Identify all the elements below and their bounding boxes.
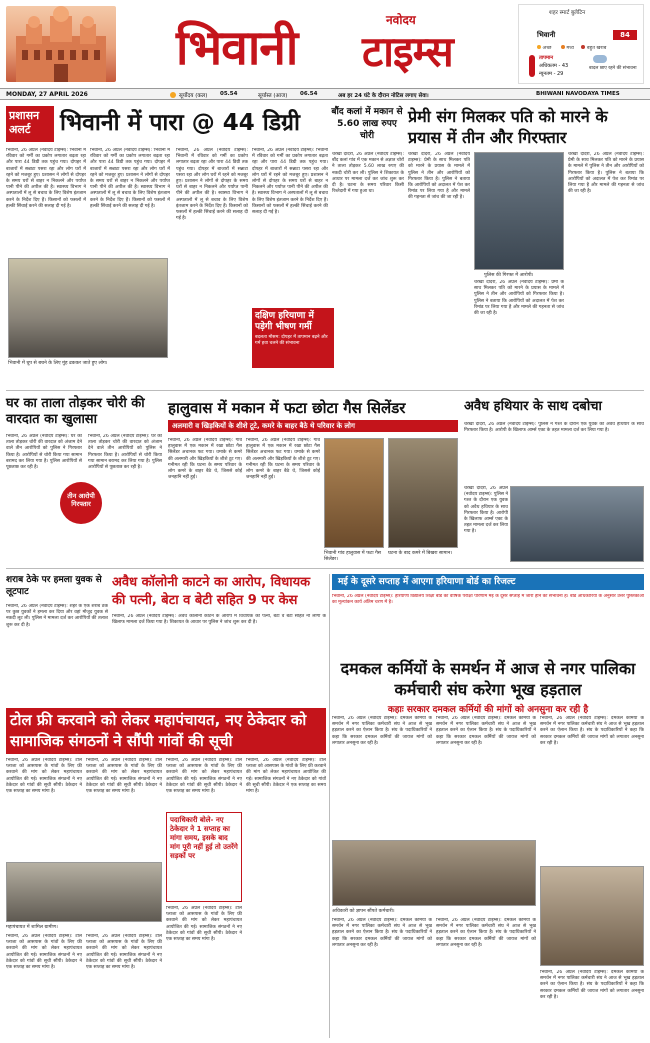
story1-subtext: बदलता मौसम: दोपहर में तापमान बढ़ने और गर्म हवा चलने की संभावना: [255, 335, 328, 346]
vertical-divider: [329, 574, 330, 1038]
masthead-title-right: टाइम्स: [362, 27, 453, 76]
aqi-good-dot: [537, 45, 541, 49]
masthead-title-main: भिवानी: [176, 20, 298, 76]
aqi-bad-dot: [581, 45, 585, 49]
city-temp-badge: 84: [613, 30, 637, 40]
story7-body: भिवानी, 26 अप्रैल (नवोदय टाइम्स): शहर के एक शराब ठेके पर कुछ युवकों ने हमला कर दिया और वहां मौजूद युवक से नकदी लूट ली। पुलिस ने मामला दर्ज कर आरोपियों की तलाश शुरू कर दी है।: [6, 604, 108, 628]
story10-headline: दमकल कर्मियों के समर्थन में आज से नगर पालिका कर्मचारी संघ करेगा भूख हड़ताल: [340, 659, 636, 699]
sunset-time: 06.54: [300, 91, 318, 97]
story11-body-col7: भिवानी, 26 अप्रैल (नवोदय टाइम्स): टोल प्लाजा को आसपास के गांवों के लिए फ्री करवाने की मांग को लेकर महापंचायत आयोजित की गई। सामाजिक संगठनों ने नए ठेकेदार को गांवों की सूची सौंपी। ठेकेदार ने एक सप्ताह का समय मांगा है।: [166, 906, 242, 943]
story3-body: चरखी दादरी, 26 अप्रैल (नवोदय टाइम्स): प्रेमी के साथ मिलकर पति को मारने के प्रयास के मामले में पुलिस ने तीन और आरोपियों को गिरफ्तार किया है। पुलिस ने बताया कि आरोपियों को अदालत में पेश कर रिमांड पर लिया गया है और मामले की गहनता से जांच की जा रही है।: [408, 152, 470, 201]
story9-body: भिवानी, 26 अप्रैल (नवोदय टाइम्स): हरियाणा विद्यालय शिक्षा बोर्ड का वार्षिक परीक्षा परिणाम मई के दूसरे सप्ताह में जारी होने की संभावना है। बोर्ड अधिकारियों के अनुसार उत्तर पुस्तिकाओं का मूल्यांकन कार्य अंतिम चरण में है।: [332, 594, 644, 606]
story11-body-col2: भिवानी, 26 अप्रैल (नवोदय टाइम्स): टोल प्लाजा को आसपास के गांवों के लिए फ्री करवाने की मांग को लेकर महापंचायत आयोजित की गई। सामाजिक संगठनों ने नए ठेकेदार को गांवों की सूची सौंपी। ठेकेदार ने एक सप्ताह का समय मांगा है।: [86, 758, 162, 795]
aqi-legend: [537, 45, 606, 51]
story10-photo-caption: अधिकारी को ज्ञापन सौंपते कर्मचारी।: [332, 909, 395, 914]
divider-1: [6, 390, 644, 391]
story1-body-col2: भिवानी, 26 अप्रैल (नवोदय टाइम्स): भिवानी में रविवार को गर्मी का प्रकोप लगातार बढ़ता रहा और पारा 44 डिग्री तक पहुंच गया। दोपहर में बाजारों में सन्नाटा पसरा रहा और लोग घरों में रहने को मजबूर हुए। प्रशासन ने लोगों से दोपहर के समय घरों से बाहर न निकलने और पर्याप्त पानी पीने की अपील की है। स्वास्थ्य विभाग ने अस्पतालों में लू से बचाव के लिए विशेष इंतजाम करने के निर्देश दिए हैं। किसानों को फसलों में हल्की सिंचाई करने की सलाह दी गई है।: [90, 148, 170, 209]
story1-body-col3: भिवानी, 26 अप्रैल (नवोदय टाइम्स): भिवानी में रविवार को गर्मी का प्रकोप लगातार बढ़ता रहा और पारा 44 डिग्री तक पहुंच गया। दोपहर में बाजारों में सन्नाटा पसरा रहा और लोग घरों में रहने को मजबूर हुए। प्रशासन ने लोगों से दोपहर के समय घरों से बाहर न निकलने और पर्याप्त पानी पीने की अपील की है। स्वास्थ्य विभाग ने अस्पतालों में लू से बचाव के लिए विशेष इंतजाम करने के निर्देश दिए हैं। किसानों को फसलों में हल्की सिंचाई करने की सलाह दी गई है।: [176, 148, 248, 222]
sunrise-icon: [170, 92, 176, 98]
story11-photo: [6, 862, 162, 922]
story5-body: भिवानी, 26 अप्रैल (नवोदय टाइम्स): गांव हालुवास में एक मकान में रखा छोटा गैस सिलेंडर अचानक फट गया। धमाके से कमरे की अलमारी और खिड़कियों के शीशे टूट गए। गनीमत रही कि घटना के समय परिवार के लोग कमरे के बाहर बैठे थे, जिससे कोई जनहानि नहीं हुई।: [168, 438, 242, 481]
story4-badge: तीन आरोपी गिरफ्तार: [60, 482, 102, 524]
masthead: [0, 0, 650, 88]
story6-body-col2: चरखी दादरी, 26 अप्रैल (नवोदय टाइम्स): पुलिस ने गश्त के दौरान एक युवक को अवैध हथियार के साथ गिरफ्तार किया है। आरोपी के खिलाफ आर्म्स एक्ट के तहत मामला दर्ज कर लिया गया है।: [464, 486, 508, 535]
divider-2: [6, 568, 644, 569]
aqi-bad-label: बहुत खराब: [586, 46, 607, 51]
story2-body: चरखी दादरी, 26 अप्रैल (नवोदय टाइम्स): बौंद कलां गांव में एक मकान से अज्ञात चोरों ने ताला तोड़कर 5.60 लाख रुपए की नकदी चोरी कर ली। पुलिस ने शिकायत के आधार पर मामला दर्ज कर जांच शुरू कर दी है। घटना के समय परिवार किसी रिश्तेदारी में गया हुआ था।: [332, 152, 404, 195]
story1-subhead: दक्षिण हरियाणा में पड़ेगी भीषण गर्मी: [255, 311, 314, 332]
story5-headline: हालुवास में मकान में फटा छोटा गैस सिलेंडर: [168, 399, 406, 417]
city-label: भिवानी: [537, 31, 556, 39]
paper-name: BHIWANI NAVODAYA TIMES: [536, 91, 620, 97]
issue-date: MONDAY, 27 APRIL 2026: [6, 91, 88, 98]
story11-body-col3: भिवानी, 26 अप्रैल (नवोदय टाइम्स): टोल प्लाजा को आसपास के गांवों के लिए फ्री करवाने की मांग को लेकर महापंचायत आयोजित की गई। सामाजिक संगठनों ने नए ठेकेदार को गांवों की सूची सौंपी। ठेकेदार ने एक सप्ताह का समय मांगा है।: [166, 758, 242, 795]
masthead-title-sub: नवोदय: [386, 13, 416, 27]
story1-subhead-box: [252, 308, 334, 368]
story5-photo-caption-2: घटना के बाद कमरे में बिखरा सामान।: [388, 551, 453, 556]
tagline: अब हर 24 घंटे के दौरान नोटिस लगाए सेवा।: [338, 93, 429, 99]
weather-label: तापमान: [539, 55, 554, 61]
weather-cloud-icon: [593, 55, 607, 63]
story5-photo-2: [388, 438, 458, 548]
story10-body-col4: भिवानी, 26 अप्रैल (नवोदय टाइम्स): दमकल कर्मियों के समर्थन में नगर पालिका कर्मचारी संघ ने आज से भूख हड़ताल करने का ऐलान किया है। संघ के पदाधिकारियों ने कहा कि सरकार दमकल कर्मियों की जायज मांगों को लगातार अनसुना कर रही है।: [332, 918, 432, 948]
story1-body-col4: भिवानी, 26 अप्रैल (नवोदय टाइम्स): भिवानी में रविवार को गर्मी का प्रकोप लगातार बढ़ता रहा और पारा 44 डिग्री तक पहुंच गया। दोपहर में बाजारों में सन्नाटा पसरा रहा और लोग घरों में रहने को मजबूर हुए। प्रशासन ने लोगों से दोपहर के समय घरों से बाहर न निकलने और पर्याप्त पानी पीने की अपील की है। स्वास्थ्य विभाग ने अस्पतालों में लू से बचाव के लिए विशेष इंतजाम करने के निर्देश दिए हैं। किसानों को फसलों में हल्की सिंचाई करने की सलाह दी गई है।: [252, 148, 328, 216]
story11-quote-box: [166, 812, 242, 902]
story8-headline: अवैध कॉलोनी काटने का आरोप, विधायक की पत्नी, बेटा व बेटी सहित 9 पर केस: [112, 575, 311, 608]
story1-photo-caption: भिवानी में धूप से बचने के लिए मुंह ढककर जाते हुए लोग।: [8, 361, 108, 366]
story5-photo-1: [324, 438, 384, 548]
sunset-label: सूर्यास्त (आज): [258, 93, 288, 99]
story10-body-col3: भिवानी, 26 अप्रैल (नवोदय टाइम्स): दमकल कर्मियों के समर्थन में नगर पालिका कर्मचारी संघ ने आज से भूख हड़ताल करने का ऐलान किया है। संघ के पदाधिकारियों ने कहा कि सरकार दमकल कर्मियों की जायज मांगों को लगातार अनसुना कर रही है।: [540, 716, 644, 746]
story4-headline: घर का ताला तोड़कर चोरी की वारदात का खुलासा: [6, 396, 145, 427]
story11-body-col4: भिवानी, 26 अप्रैल (नवोदय टाइम्स): टोल प्लाजा को आसपास के गांवों के लिए फ्री करवाने की मांग को लेकर महापंचायत आयोजित की गई। सामाजिक संगठनों ने नए ठेकेदार को गांवों की सूची सौंपी। ठेकेदार ने एक सप्ताह का समय मांगा है।: [246, 758, 326, 795]
thermometer-icon: [529, 55, 535, 77]
story5-photo-caption-1: भिवानी गांव हालुवास में फटा गैस सिलेंडर।: [324, 551, 382, 562]
story9-headline: मई के दूसरे सप्ताह में आएगा हरियाणा बोर्ड का रिजल्ट: [338, 577, 516, 587]
story3-photo-caption: पुलिस की गिरफ्त में आरोपी।: [484, 273, 534, 278]
story5-body-col2: भिवानी, 26 अप्रैल (नवोदय टाइम्स): गांव हालुवास में एक मकान में रखा छोटा गैस सिलेंडर अचानक फट गया। धमाके से कमरे की अलमारी और खिड़कियों के शीशे टूट गए। गनीमत रही कि घटना के समय परिवार के लोग कमरे के बाहर बैठे थे, जिससे कोई जनहानि नहीं हुई।: [246, 438, 320, 481]
story7-headline: शराब ठेके पर हमला युवक से लूटपाट: [6, 575, 102, 597]
story11-headline: टोल फ्री करवाने को लेकर महापंचायत, नए ठेकेदार को सामाजिक संगठनों ने सौंपी गांवों की सूची: [6, 708, 326, 754]
date-bar: [0, 88, 650, 100]
story11-body-col6: भिवानी, 26 अप्रैल (नवोदय टाइम्स): टोल प्लाजा को आसपास के गांवों के लिए फ्री करवाने की मांग को लेकर महापंचायत आयोजित की गई। सामाजिक संगठनों ने नए ठेकेदार को गांवों की सूची सौंपी। ठेकेदार ने एक सप्ताह का समय मांगा है।: [86, 934, 162, 971]
story10-subhead: कहाः सरकार दमकल कर्मियों की मांगों को अनसुना कर रही है: [387, 705, 589, 715]
story2-headline: बौंद कलां में मकान से 5.60 लाख रुपए चोरी: [331, 107, 403, 141]
story6-body: चरखी दादरी, 26 अप्रैल (नवोदय टाइम्स): पुलिस ने गश्त के दौरान एक युवक को अवैध हथियार के साथ गिरफ्तार किया है। आरोपी के खिलाफ आर्म्स एक्ट के तहत मामला दर्ज कर लिया गया है।: [464, 422, 644, 434]
story3-photo: [474, 152, 564, 270]
story11-body: भिवानी, 26 अप्रैल (नवोदय टाइम्स): टोल प्लाजा को आसपास के गांवों के लिए फ्री करवाने की मांग को लेकर महापंचायत आयोजित की गई। सामाजिक संगठनों ने नए ठेकेदार को गांवों की सूची सौंपी। ठेकेदार ने एक सप्ताह का समय मांगा है।: [6, 758, 82, 795]
story3-body-col3: चरखी दादरी, 26 अप्रैल (नवोदय टाइम्स): प्रेमी के साथ मिलकर पति को मारने के प्रयास के मामले में पुलिस ने तीन और आरोपियों को गिरफ्तार किया है। पुलिस ने बताया कि आरोपियों को अदालत में पेश कर रिमांड पर लिया गया है और मामले की गहनता से जांच की जा रही है।: [474, 280, 564, 317]
story3-body-col2: चरखी दादरी, 26 अप्रैल (नवोदय टाइम्स): प्रेमी के साथ मिलकर पति को मारने के प्रयास के मामले में पुलिस ने तीन और आरोपियों को गिरफ्तार किया है। पुलिस ने बताया कि आरोपियों को अदालत में पेश कर रिमांड पर लिया गया है और मामले की गहनता से जांच की जा रही है।: [568, 152, 644, 195]
story8-body: भिवानी, 26 अप्रैल (नवोदय टाइम्स): अवैध कॉलोनी काटने के आरोप में विधायक की पत्नी, बेटा व बेटी सहित नौ लोगों के खिलाफ मामला दर्ज किया गया है। शिकायत के आधार पर पुलिस ने जांच शुरू कर दी है।: [112, 614, 326, 626]
story11-photo-caption: महापंचायत में शामिल ग्रामीण।: [6, 925, 58, 930]
story1-body: भिवानी, 26 अप्रैल (नवोदय टाइम्स): भिवानी में रविवार को गर्मी का प्रकोप लगातार बढ़ता रहा और पारा 44 डिग्री तक पहुंच गया। दोपहर में बाजारों में सन्नाटा पसरा रहा और लोग घरों में रहने को मजबूर हुए। प्रशासन ने लोगों से दोपहर के समय घरों से बाहर न निकलने और पर्याप्त पानी पीने की अपील की है। स्वास्थ्य विभाग ने अस्पतालों में लू से बचाव के लिए विशेष इंतजाम करने के निर्देश दिए हैं। किसानों को फसलों में हल्की सिंचाई करने की सलाह दी गई है।: [6, 148, 86, 209]
sunrise-label: सूर्योदय (कल): [179, 93, 208, 99]
sunrise-time: 05.54: [220, 91, 238, 97]
weather-max: अधिकतम - 43: [539, 63, 569, 69]
story3-headline: प्रेमी संग मिलकर पति को मारने के प्रयास में तीन और गिरफ्तार: [408, 107, 608, 147]
weather-box-label: शहर स्मार्ट बुलेटिन: [549, 10, 586, 16]
story4-body-col2: भिवानी, 26 अप्रैल (नवोदय टाइम्स): घर का ताला तोड़कर चोरी की वारदात को अंजाम देने वाले तीन आरोपियों को पुलिस ने गिरफ्तार किया है। आरोपियों से चोरी किया गया सामान बरामद कर लिया गया है। पुलिस आरोपियों से पूछताछ कर रही है।: [88, 434, 162, 471]
story10-photo-2: [540, 866, 644, 966]
weather-box: [518, 4, 644, 84]
weather-note: बादल छाए रहने की संभावना: [589, 66, 637, 71]
aqi-good-label: अच्छ: [542, 46, 552, 51]
weather-min: न्यूनतम - 29: [539, 71, 564, 77]
story10-body-col5: भिवानी, 26 अप्रैल (नवोदय टाइम्स): दमकल कर्मियों के समर्थन में नगर पालिका कर्मचारी संघ ने आज से भूख हड़ताल करने का ऐलान किया है। संघ के पदाधिकारियों ने कहा कि सरकार दमकल कर्मियों की जायज मांगों को लगातार अनसुना कर रही है।: [436, 918, 536, 948]
story10-photo: [332, 840, 536, 906]
story1-photo: [8, 258, 168, 358]
story9-headline-bar: [332, 574, 644, 590]
story4-body: भिवानी, 26 अप्रैल (नवोदय टाइम्स): घर का ताला तोड़कर चोरी की वारदात को अंजाम देने वाले तीन आरोपियों को पुलिस ने गिरफ्तार किया है। आरोपियों से चोरी किया गया सामान बरामद कर लिया गया है। पुलिस आरोपियों से पूछताछ कर रही है।: [6, 434, 82, 471]
story1-headline: भिवानी में पारा @ 44 डिग्री: [60, 110, 300, 136]
aqi-moderate-label: मध्य: [566, 46, 574, 51]
story5-subhead: अलमारी व खिड़कियों के शीशे टूटे, कमरे के बाहर बैठे थे परिवार के लोग: [168, 420, 458, 432]
story6-headline: अवैध हथियार के साथ दबोचा: [464, 399, 602, 414]
aqi-moderate-dot: [561, 45, 565, 49]
story11-body-col5: भिवानी, 26 अप्रैल (नवोदय टाइम्स): टोल प्लाजा को आसपास के गांवों के लिए फ्री करवाने की मांग को लेकर महापंचायत आयोजित की गई। सामाजिक संगठनों ने नए ठेकेदार को गांवों की सूची सौंपी। ठेकेदार ने एक सप्ताह का समय मांगा है।: [6, 934, 82, 971]
story10-body-col6: भिवानी, 26 अप्रैल (नवोदय टाइम्स): दमकल कर्मियों के समर्थन में नगर पालिका कर्मचारी संघ ने आज से भूख हड़ताल करने का ऐलान किया है। संघ के पदाधिकारियों ने कहा कि सरकार दमकल कर्मियों की जायज मांगों को लगातार अनसुना कर रही है।: [540, 970, 644, 1000]
story11-quote: पदाधिकारी बोले- नए ठेकेदार ने 1 सप्ताह का मांगा समय, इसके बाद मांग पूरी नहीं हुई तो उतरेंगे सड़कों पर: [170, 816, 238, 860]
story10-body-col2: भिवानी, 26 अप्रैल (नवोदय टाइम्स): दमकल कर्मियों के समर्थन में नगर पालिका कर्मचारी संघ ने आज से भूख हड़ताल करने का ऐलान किया है। संघ के पदाधिकारियों ने कहा कि सरकार दमकल कर्मियों की जायज मांगों को लगातार अनसुना कर रही है।: [436, 716, 536, 746]
story10-body: भिवानी, 26 अप्रैल (नवोदय टाइम्स): दमकल कर्मियों के समर्थन में नगर पालिका कर्मचारी संघ ने आज से भूख हड़ताल करने का ऐलान किया है। संघ के पदाधिकारियों ने कहा कि सरकार दमकल कर्मियों की जायज मांगों को लगातार अनसुना कर रही है।: [332, 716, 432, 746]
story1-kicker: प्रशासन अलर्ट: [6, 106, 54, 142]
masthead-palace-image: [6, 6, 116, 82]
story6-photo: [510, 486, 644, 562]
